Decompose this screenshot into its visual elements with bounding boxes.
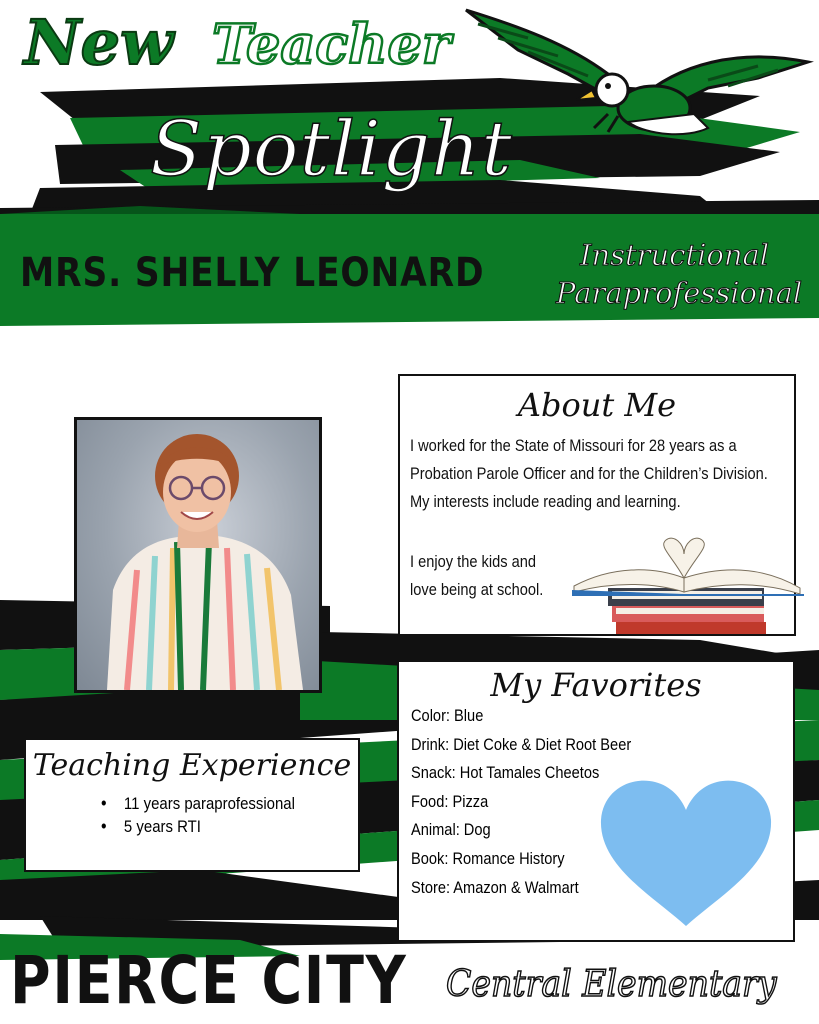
footer-school: Central Elementary (446, 964, 777, 1005)
teacher-photo (74, 417, 322, 693)
favorite-color: Color: Blue (411, 706, 484, 725)
heart-icon (593, 774, 779, 934)
my-favorites-title: My Favorites (490, 666, 702, 704)
favorite-drink: Drink: Diet Coke & Diet Root Beer (411, 734, 632, 754)
portrait-illustration (77, 420, 319, 690)
teacher-name: MRS. SHELLY LEONARD (20, 250, 485, 296)
favorite-store: Store: Amazon & Walmart (411, 877, 579, 897)
favorite-food: Food: Pizza (411, 791, 489, 811)
about-me-paragraph: I worked for the State of Missouri for 28 years as a Probation Parole Officer and for the Children’s Division. My interests include reading and learning. (410, 436, 768, 511)
title-teacher: Teacher (212, 12, 451, 76)
experience-item: • 11 years paraprofessional (94, 792, 295, 815)
footer-city: PIERCE CITY (10, 942, 408, 1019)
about-me-title: About Me (517, 386, 677, 424)
about-me-enjoy-line1: I enjoy the kids and (410, 552, 536, 571)
about-me-card (398, 374, 796, 636)
my-favorites-card (397, 660, 795, 942)
teacher-role-line2: Paraprofessional (556, 276, 803, 310)
teaching-experience-card (24, 738, 360, 872)
teaching-experience-title: Teaching Experience (32, 748, 352, 783)
teacher-role-line1: Instructional (580, 238, 770, 272)
experience-item: • 5 years RTI (94, 815, 295, 838)
about-me-enjoy-line2: love being at school. (410, 580, 544, 599)
teaching-experience-list (94, 792, 322, 838)
title-spotlight: Spotlight (150, 104, 513, 193)
favorite-animal: Animal: Dog (411, 820, 491, 840)
favorite-book: Book: Romance History (411, 848, 565, 868)
title-new: New (24, 6, 174, 79)
favorite-snack: Snack: Hot Tamales Cheetos (411, 763, 600, 783)
open-book-stack-icon (572, 536, 804, 636)
